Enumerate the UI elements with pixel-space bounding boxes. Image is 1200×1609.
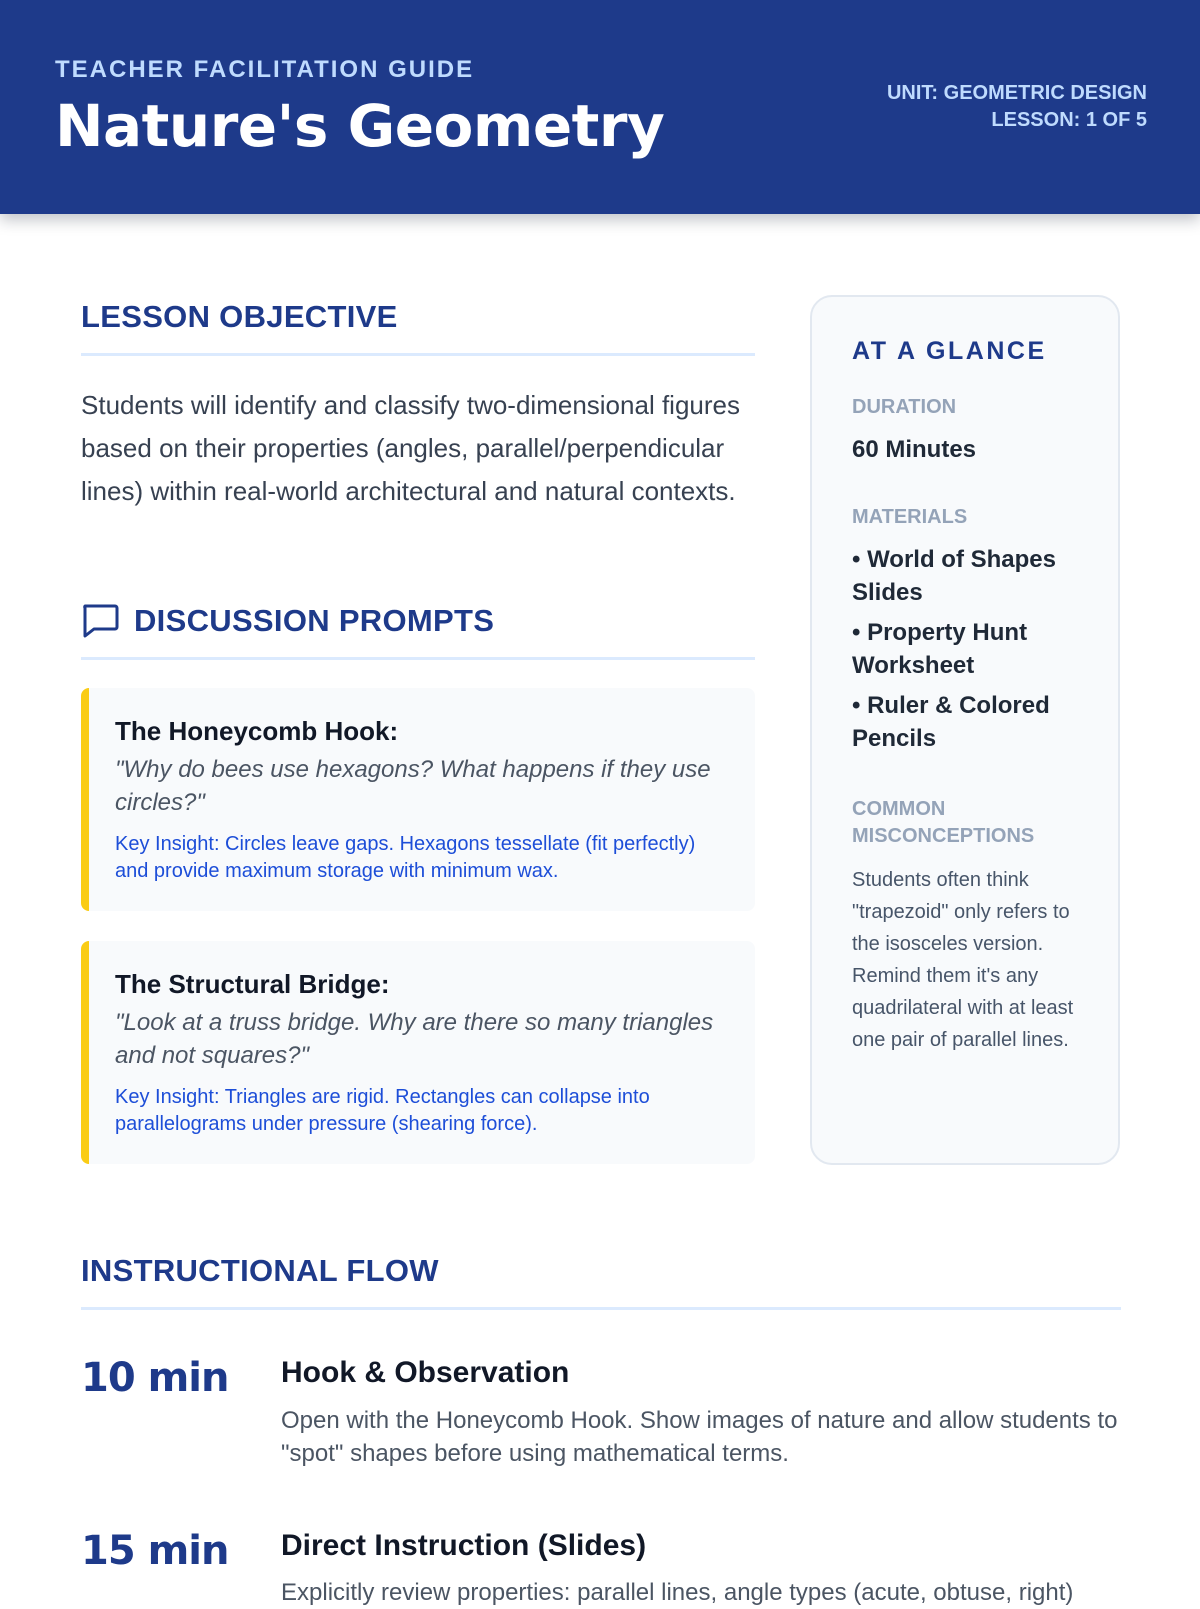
- prompt-insight: Key Insight: Circles leave gaps. Hexagons tessellate (fit perfectly) and provide maximum storage with minimum wax.: [115, 833, 696, 882]
- prompt-title: The Honeycomb Hook:: [115, 716, 399, 746]
- prompt-card-bridge: [81, 941, 755, 1164]
- flow-step-time: 15 min: [81, 1528, 229, 1574]
- discussion-heading: DISCUSSION PROMPTS: [134, 603, 495, 638]
- flow-divider: [81, 1307, 1121, 1310]
- misconceptions-text: Students often think "trapezoid" only refers to the isosceles version. Remind them it's any quadrilateral with at least one pair of parallel lines.: [852, 869, 1074, 1051]
- flow-step-desc: Explicitly review properties: parallel lines, angle types (acute, obtuse, right): [281, 1579, 1074, 1606]
- flow-step-title: Direct Instruction (Slides): [281, 1529, 647, 1562]
- flow-heading: INSTRUCTIONAL FLOW: [81, 1253, 439, 1288]
- prompt-card-honeycomb: [81, 688, 755, 911]
- page-header: [0, 0, 1200, 214]
- materials-item: • World of Shapes Slides: [852, 546, 1056, 606]
- discussion-divider: [81, 657, 755, 660]
- at-a-glance-panel: [810, 295, 1120, 1165]
- materials-item: • Ruler & Colored Pencils: [852, 692, 1050, 752]
- flow-step-desc: Open with the Honeycomb Hook. Show images of nature and allow students to "spot" shapes before using mathematical terms.: [281, 1407, 1118, 1467]
- materials-list: [852, 543, 1078, 755]
- duration-label: DURATION: [852, 396, 957, 418]
- materials-label: MATERIALS: [852, 506, 968, 528]
- prompt-quote: "Look at a truss bridge. Why are there so many triangles and not squares?": [115, 1009, 714, 1069]
- prompt-quote: "Why do bees use hexagons? What happens if they use circles?": [115, 756, 711, 816]
- duration-value: 60 Minutes: [852, 436, 977, 463]
- prompt-title: The Structural Bridge:: [115, 969, 390, 999]
- lesson-meta: [887, 80, 1147, 134]
- objective-heading: LESSON OBJECTIVE: [81, 299, 398, 334]
- misconceptions-label: COMMON MISCONCEPTIONS: [852, 798, 1035, 847]
- flow-step-title: Hook & Observation: [281, 1356, 570, 1389]
- glance-heading: AT A GLANCE: [852, 337, 1047, 365]
- flow-step-time: 10 min: [81, 1355, 229, 1401]
- unit-label: UNIT: GEOMETRIC DESIGN: [886, 82, 1147, 104]
- page-title: Nature's Geometry: [55, 92, 665, 160]
- lesson-label: LESSON: 1 OF 5: [991, 109, 1147, 131]
- chat-bubble-icon: [81, 603, 119, 639]
- materials-item: • Property Hunt Worksheet: [852, 619, 1028, 679]
- guide-eyebrow: TEACHER FACILITATION GUIDE: [55, 56, 475, 83]
- objective-divider: [81, 353, 755, 356]
- prompt-insight: Key Insight: Triangles are rigid. Rectangles can collapse into parallelograms under pressure (shearing force).: [115, 1086, 650, 1135]
- objective-text: Students will identify and classify two-dimensional figures based on their properties (angles, parallel/perpendicular lines) within real-world architectural and natural contexts.: [81, 390, 740, 506]
